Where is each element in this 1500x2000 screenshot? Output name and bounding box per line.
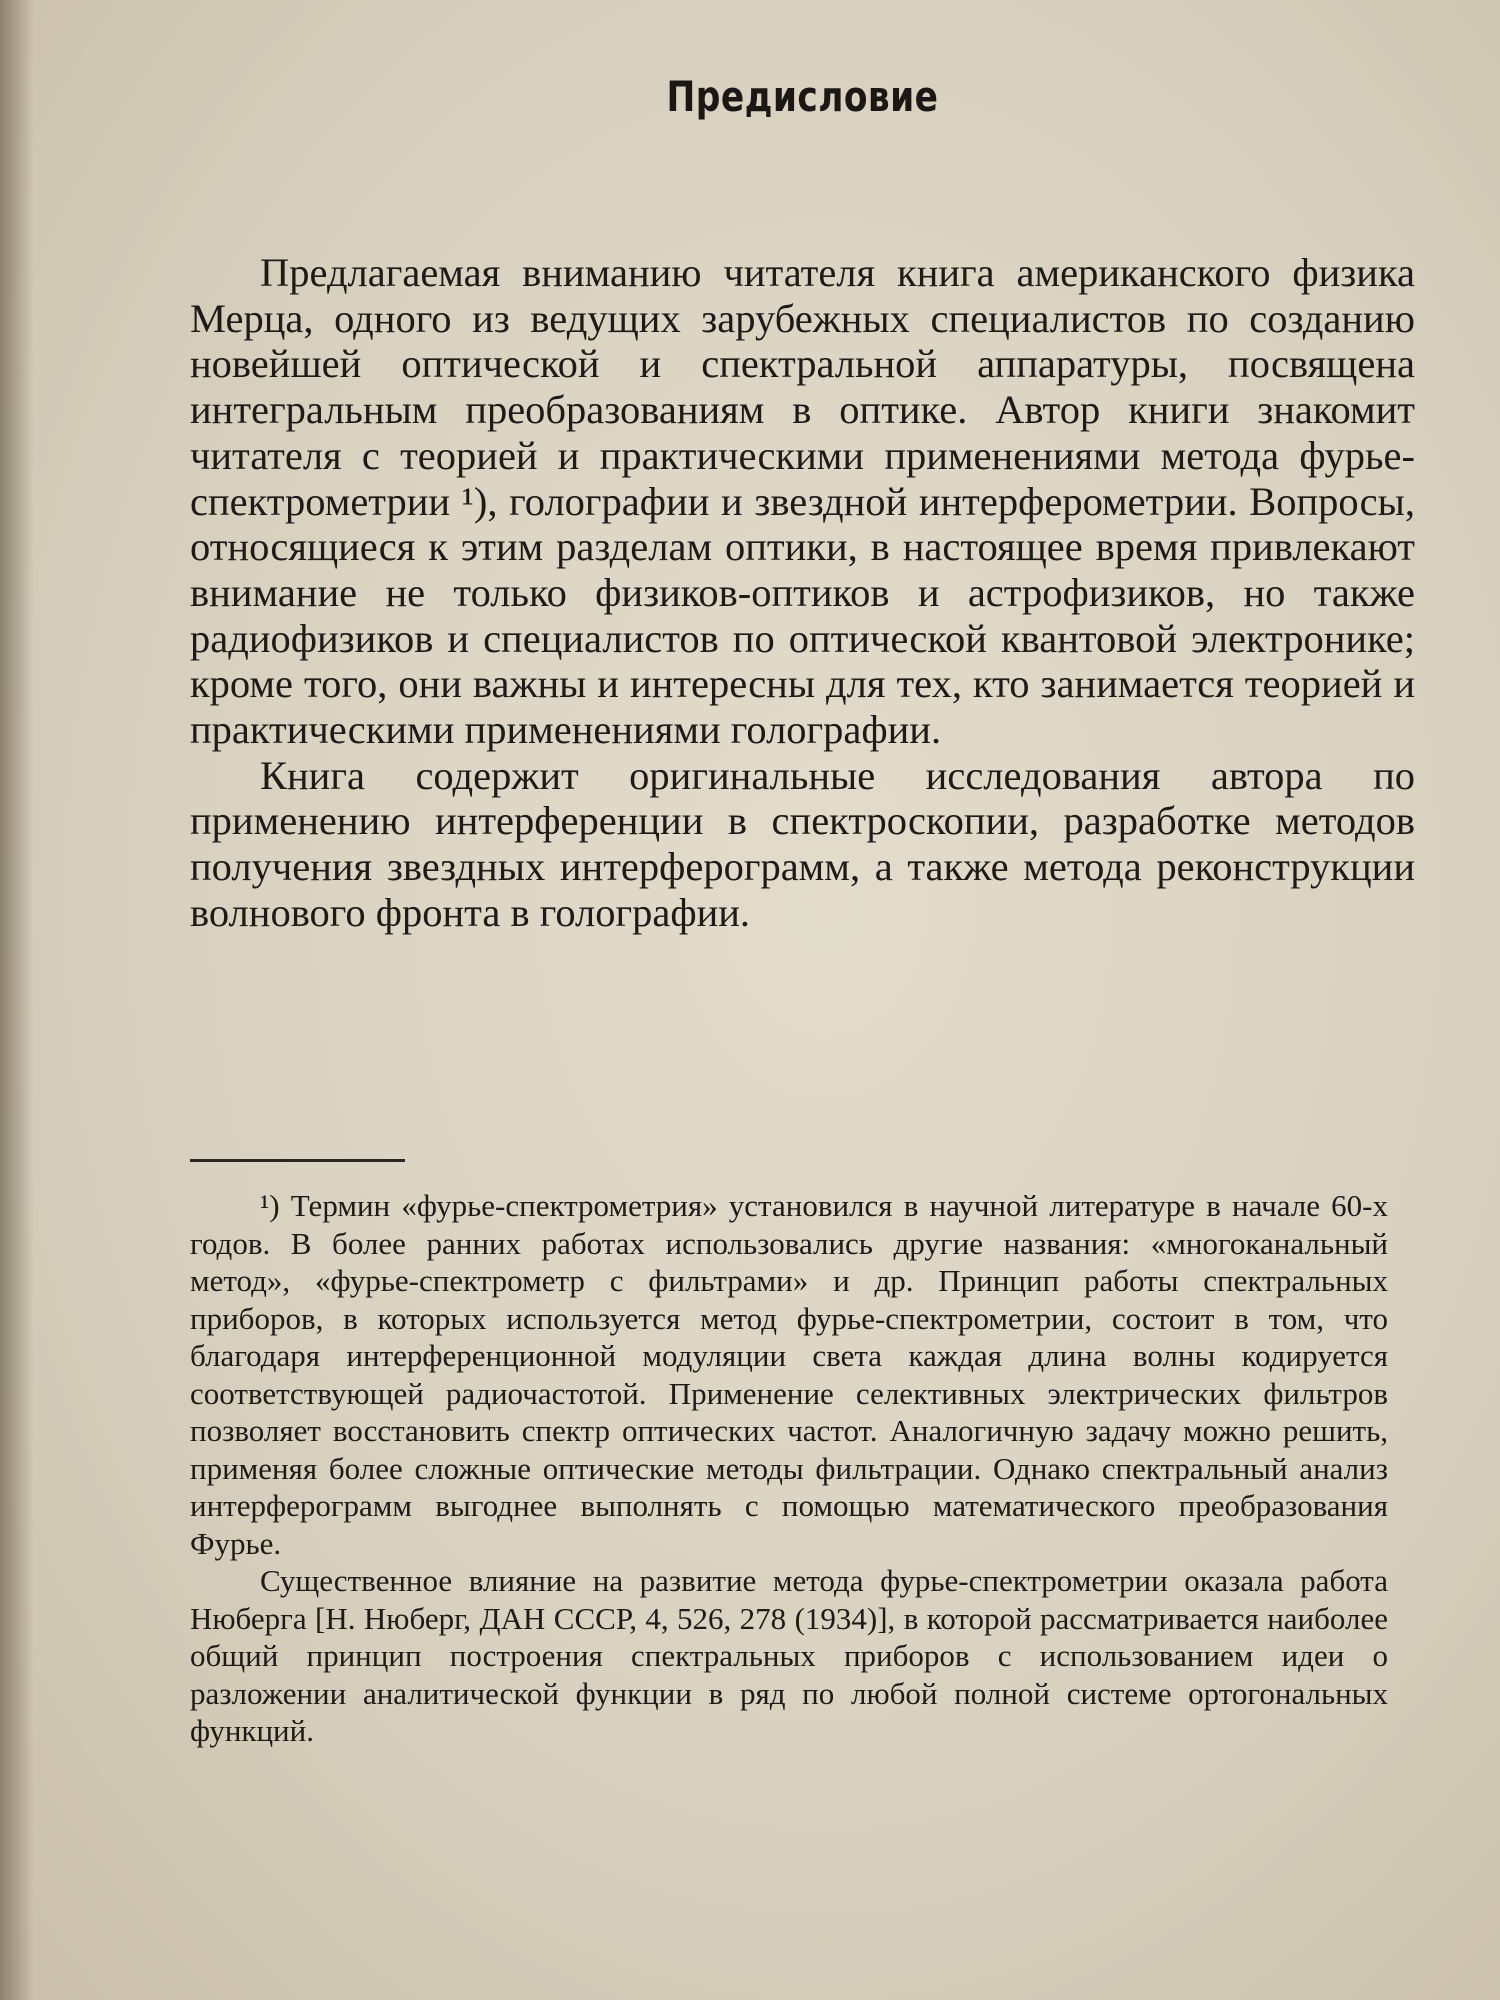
- footnote-2: Существенное влияние на развитие метода фурье-спектрометрии оказала работа Нюберга [Н. Нюберг, ДАН СССР, 4, 526, 278 (1934)], в которой рассматривается наиболее общий принцип построения спектральных приборов с использованием идеи о разложении аналитической функции в ряд по любой полной системе ортогональных функций.: [190, 1563, 1388, 1748]
- page-title: Предисловие: [666, 72, 939, 121]
- footnote-separator: [190, 1159, 405, 1162]
- binding-shadow: [0, 0, 34, 2000]
- main-text: [190, 250, 1415, 936]
- footnotes: [190, 1187, 1388, 1750]
- paragraph-2: Книга содержит оригинальные исследования автора по применению интерференции в спектроскопии, разработке методов получения звездных интерферограмм, а также метода реконструкции волнового фронта в голографии.: [190, 752, 1415, 935]
- paragraph-1: Предлагаемая вниманию читателя книга американского физика Мерца, одного из ведущих зарубежных специалистов по созданию новейшей оптической и спектральной аппаратуры, посвящена интегральным преобразованиям в оптике. Автор книги знакомит читателя с теорией и практическими применениями метода фурье-спектрометрии ¹), голографии и звездной интерферометрии. Вопросы, относящиеся к этим разделам оптики, в настоящее время привлекают внимание не только физиков-оптиков и астрофизиков, но также радиофизиков и специалистов по оптической квантовой электронике; кроме того, они важны и интересны для тех, кто занимается теорией и практическими применениями голографии.: [190, 250, 1415, 753]
- footnote-1: ¹) Термин «фурье-спектрометрия» установился в научной литературе в начале 60-х годов. В более ранних работах использовались другие названия: «многоканальный метод», «фурье-спектрометр с фильтрами» и др. Принцип работы спектральных приборов, в которых используется метод фурье-спектрометрии, состоит в том, что благодаря интерференционной модуляции света каждая длина волны кодируется соответствующей радиочастотой. Применение селективных электрических фильтров позволяет восстановить спектр оптических частот. Аналогичную задачу можно решить, применяя более сложные оптические методы фильтрации. Однако спектральный анализ интерферограмм выгоднее выполнять с помощью математического преобразования Фурье.: [190, 1188, 1388, 1561]
